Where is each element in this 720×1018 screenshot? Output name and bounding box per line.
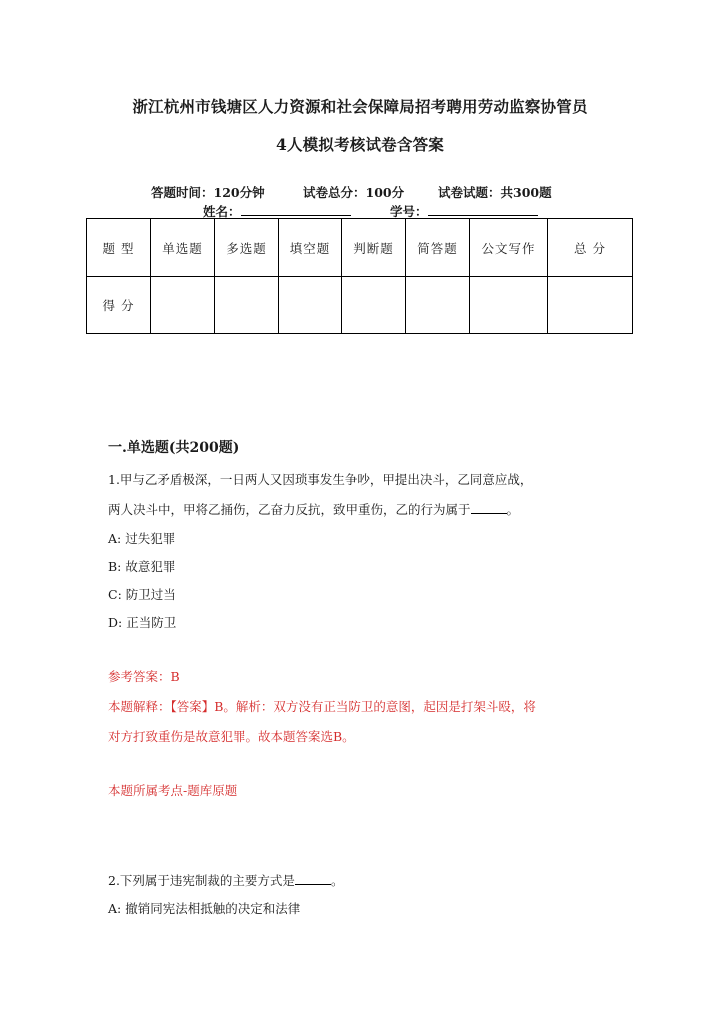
- col-official-writing: 公文写作: [470, 219, 548, 277]
- id-label: 学号：: [390, 204, 428, 219]
- col-single-choice: 单选题: [151, 219, 215, 277]
- q1-option-c: C: 防卫过当: [108, 587, 176, 602]
- score-cell[interactable]: [215, 277, 279, 334]
- score-cell[interactable]: [406, 277, 470, 334]
- id-blank[interactable]: [428, 215, 538, 216]
- name-label: 姓名：: [203, 204, 241, 219]
- q1-stem-line2-text: 两人决斗中，甲将乙捅伤，乙奋力反抗，致甲重伤，乙的行为属于: [108, 502, 471, 517]
- doc-title-line2: 4人模拟考核试卷含答案: [276, 135, 444, 154]
- name-blank[interactable]: [241, 215, 351, 216]
- q1-source: 本题所属考点-题库原题: [108, 783, 238, 798]
- q1-reference-answer: 参考答案：B: [108, 669, 180, 684]
- score-cell[interactable]: [470, 277, 548, 334]
- q1-answer-blank: [471, 513, 507, 514]
- score-table: [86, 218, 633, 334]
- col-multiple-choice: 多选题: [215, 219, 279, 277]
- score-table-score-row: [87, 277, 633, 334]
- q1-option-a: A: 过失犯罪: [108, 531, 176, 546]
- q1-option-d: D: 正当防卫: [108, 615, 177, 630]
- q1-stem-line1: 1.甲与乙矛盾极深，一日两人又因琐事发生争吵，甲提出决斗，乙同意应战，: [108, 472, 533, 487]
- q1-stem-line2: [108, 500, 519, 518]
- q1-option-b: B: 故意犯罪: [108, 559, 176, 574]
- q1-explanation-line1: 本题解释：【答案】B。解析：双方没有正当防卫的意图，起因是打架斗殴，将: [108, 699, 536, 714]
- col-true-false: 判断题: [342, 219, 406, 277]
- q2-stem: [108, 871, 343, 889]
- q2-stem-period: 。: [330, 873, 344, 888]
- q2-option-a: A: 撤销同宪法相抵触的决定和法律: [108, 901, 301, 916]
- score-cell[interactable]: [548, 277, 633, 334]
- q1-explanation-line2: 对方打致重伤是故意犯罪。故本题答案选B。: [108, 729, 355, 744]
- score-cell[interactable]: [279, 277, 342, 334]
- q2-stem-text: 2.下列属于违宪制裁的主要方式是: [108, 873, 295, 888]
- doc-title-line1: 浙江杭州市钱塘区人力资源和社会保障局招考聘用劳动监察协管员: [132, 97, 588, 116]
- score-table-header-row: [87, 219, 633, 277]
- section-title: 一.单选题(共200题): [108, 440, 240, 456]
- total-questions: 试卷试题：共300题: [438, 185, 552, 200]
- score-cell[interactable]: [151, 277, 215, 334]
- header-label-cell: 题 型: [87, 219, 151, 277]
- col-total: 总 分: [548, 219, 633, 277]
- score-cell[interactable]: [342, 277, 406, 334]
- col-short-answer: 简答题: [406, 219, 470, 277]
- col-fill-blank: 填空题: [279, 219, 342, 277]
- exam-time: 答题时间：120分钟: [151, 185, 265, 200]
- q1-stem-period: 。: [506, 502, 520, 517]
- total-score: 试卷总分：100分: [303, 185, 405, 200]
- row-label-cell: 得 分: [87, 277, 151, 334]
- q2-answer-blank: [295, 884, 331, 885]
